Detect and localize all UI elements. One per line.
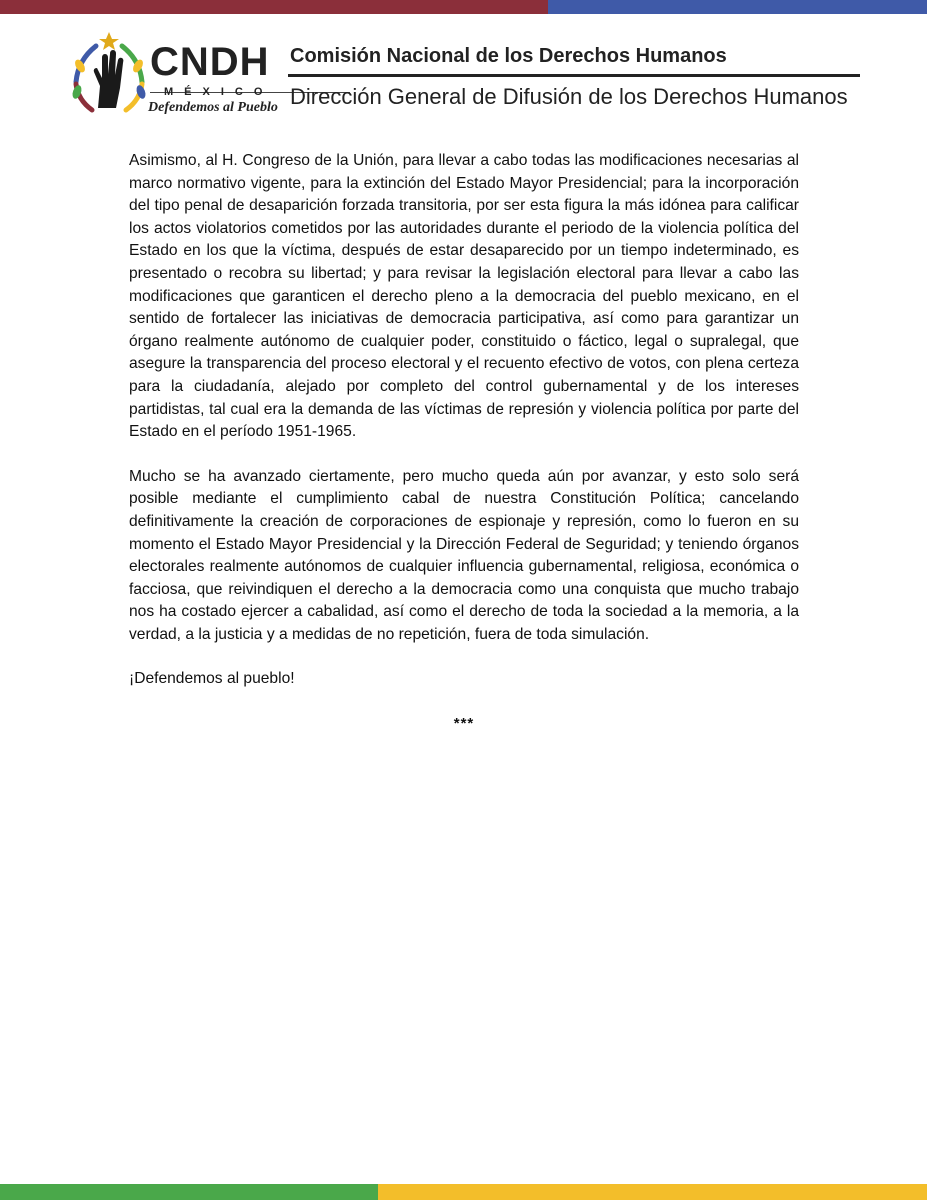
section-separator: *** [453,715,475,733]
paragraph: Asimismo, al H. Congreso de la Unión, para llevar a cabo todas las modificaciones necesarias al marco normativo vigente, para la extinción del Estado Mayor Presidencial; para la incorporación del tipo penal de desaparición forzada transitoria, por ser esta figura la más idónea para calificar los actos violatorios cometidos por las autoridades durante el periodo de la violencia política del Estado en los que la víctima, después de estar desaparecido por un tiempo indeterminado, es presentado o recobra su libertad; y para revisar la legislación electoral para llevar a cabo las modificaciones que garanticen el derecho pleno a la democracia del pueblo mexicano, en el sentido de fortalecer las iniciativas de democracia participativa, así como para garantizar un órgano realmente autónomo de cualquier poder, constituido o fáctico, legal o supralegal, que asegure la transparencia del proceso electoral y el recuento efectivo de votos, con plena certeza para la ciudadanía, alejado por completo del control gubernamental y de los intereses partidistas, tal cual era la demanda de las víctimas de represión y violencia política por parte del Estado en el período 1951-1965. [129,152,799,441]
bottom-color-band-left [0,1184,378,1200]
closing-motto: ¡Defendemos al pueblo! [129,670,295,688]
logo-motto: Defendemos al Pueblo [148,100,278,115]
logo-country: MÉXICO [164,86,274,98]
cndh-logo [68,30,278,120]
document-body [129,150,799,732]
header-divider [288,74,860,77]
logo-acronym: CNDH [150,40,270,84]
raised-hand-emblem-icon [68,30,150,116]
top-color-band-right [548,0,927,14]
top-color-band-left [0,0,548,14]
header-title: Comisión Nacional de los Derechos Humanos [290,45,727,67]
paragraph: Mucho se ha avanzado ciertamente, pero mucho queda aún por avanzar, y esto solo será posible mediante el cumplimiento cabal de nuestra Constitución Política; cancelando definitivamente la creación de corporaciones de espionaje y represión, como lo fueron en su momento el Estado Mayor Presidencial y la Dirección Federal de Seguridad; y teniendo órganos electorales realmente autónomos de cualquier influencia gubernamental, religiosa, económica o facciosa, que reivindiquen el derecho a la democracia como una conquista que mucho trabajo nos ha costado ejercer a cabalidad, así como el derecho de toda la sociedad a la memoria, a la verdad, a la justicia y a medidas de no repetición, fuera de toda simulación. [129,467,799,643]
header-subtitle: Dirección General de Difusión de los Derechos Humanos [290,84,848,109]
bottom-color-band-right [378,1184,927,1200]
